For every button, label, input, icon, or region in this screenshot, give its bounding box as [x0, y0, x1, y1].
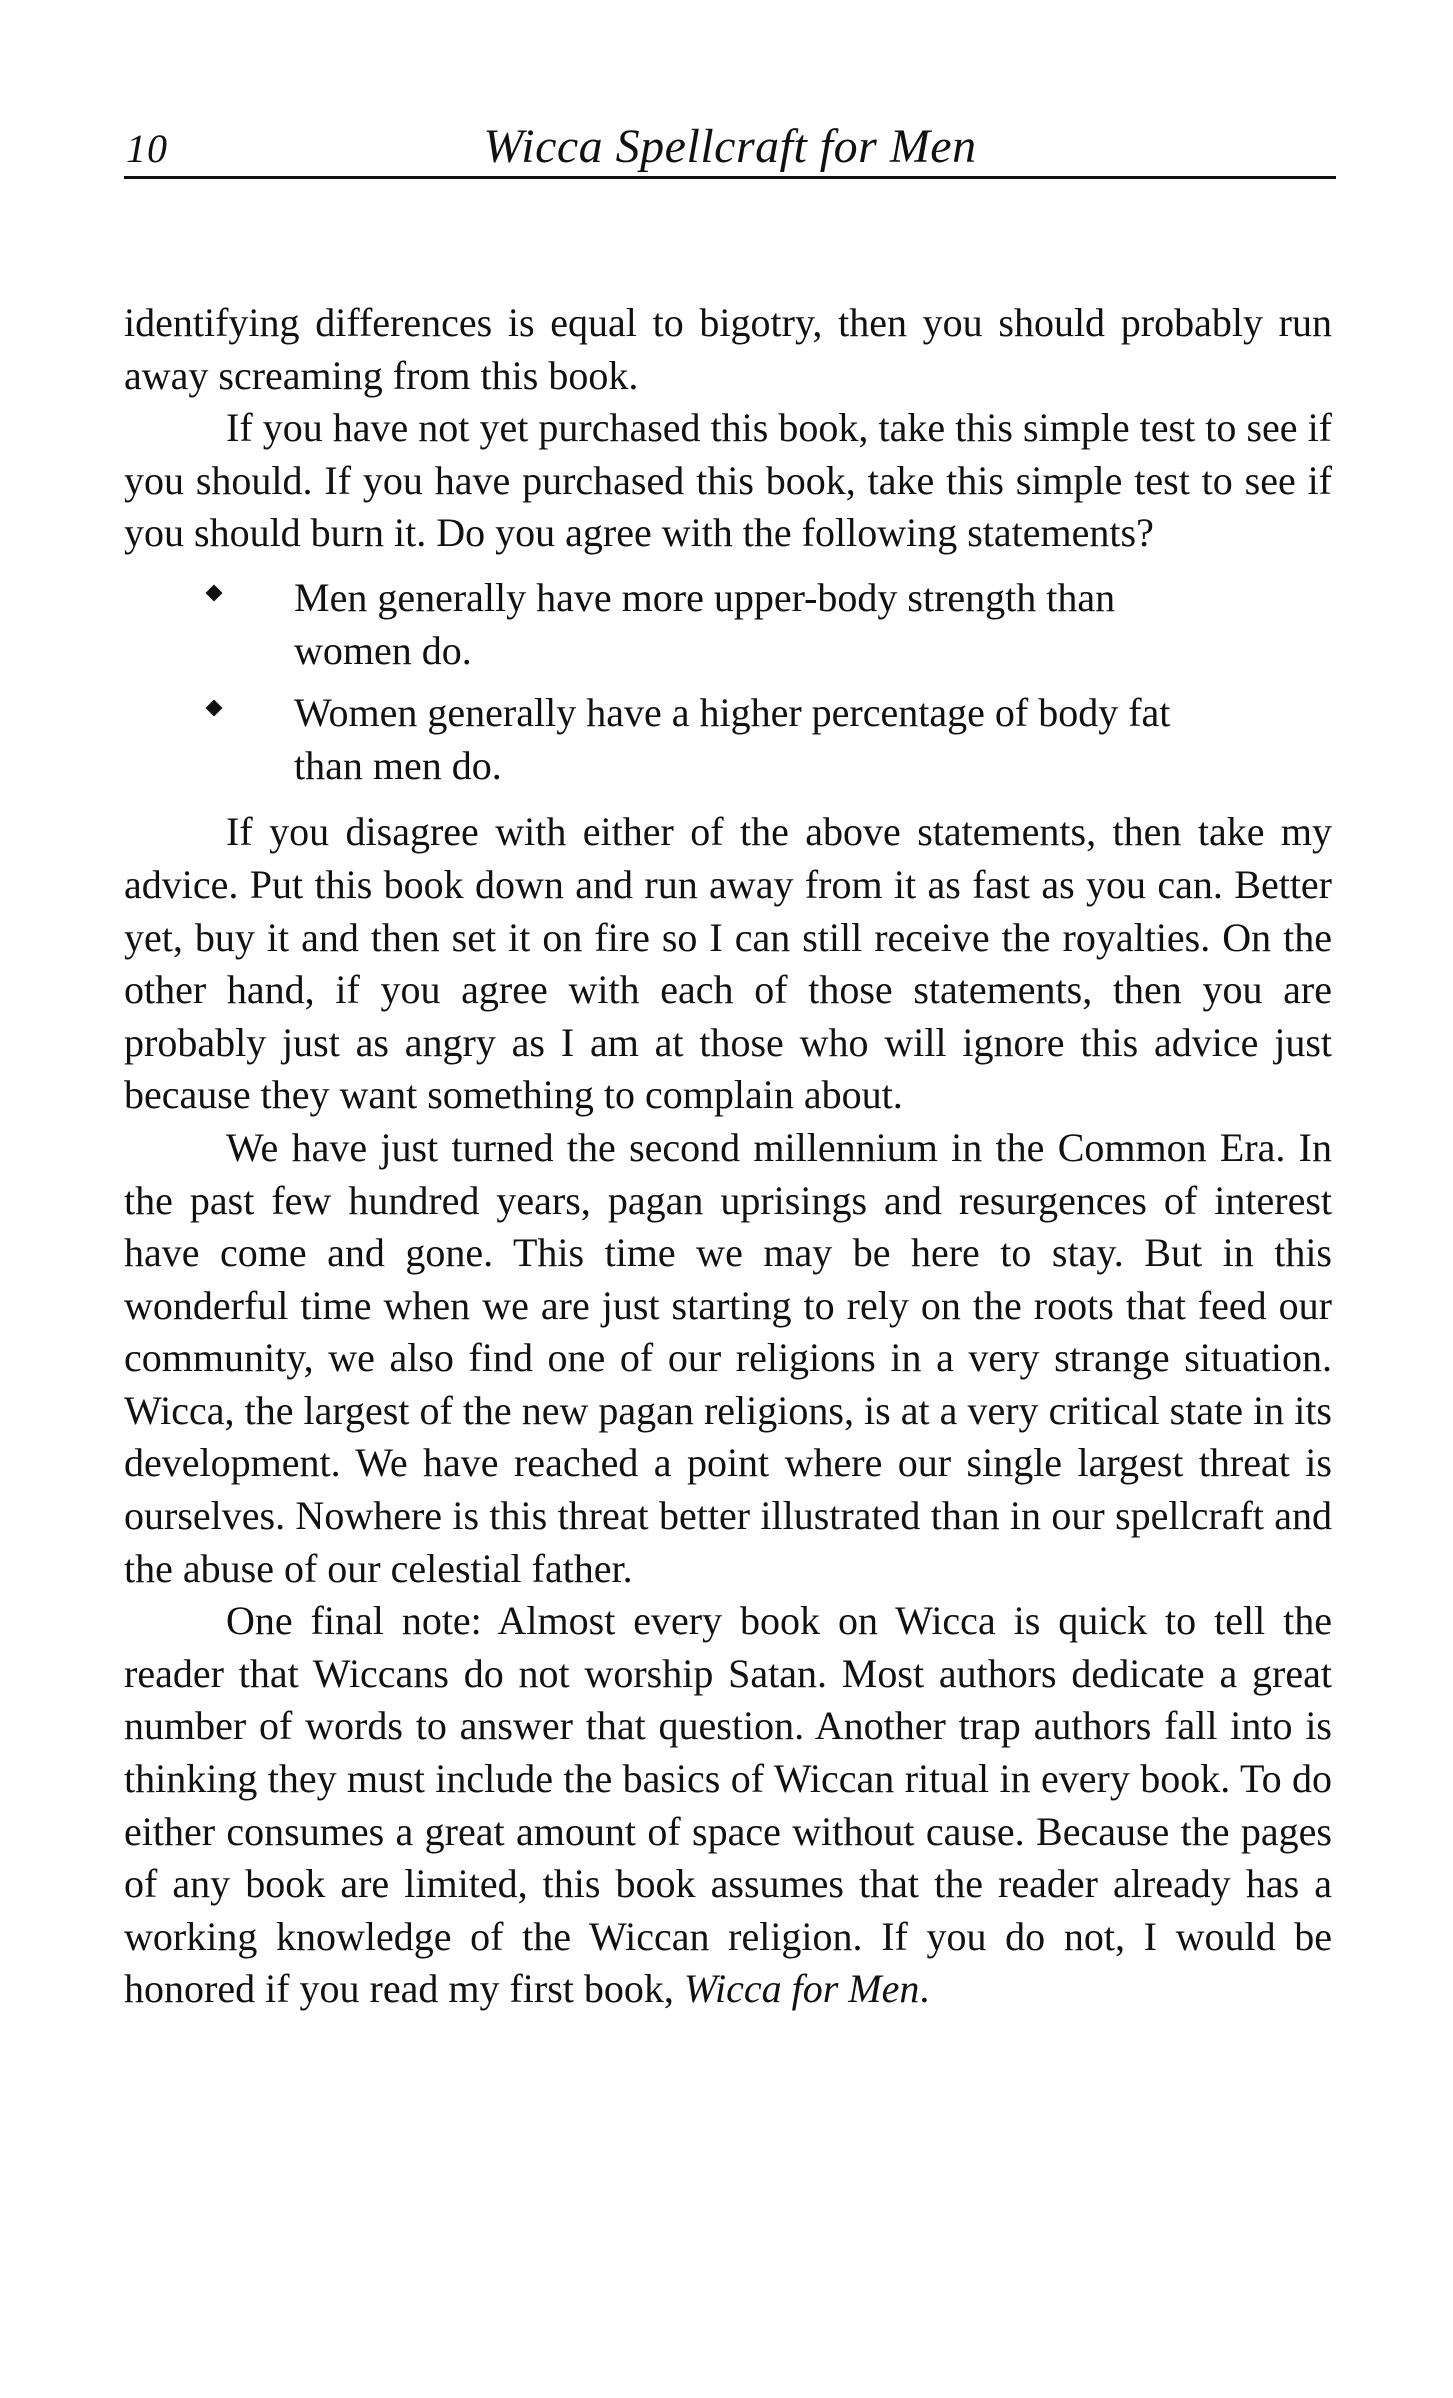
- running-head-title: Wicca Spellcraft for Men: [483, 120, 977, 173]
- body-text: [124, 297, 1332, 2016]
- list-item-text: Men generally have more upper-body strength than women do.: [294, 574, 1116, 673]
- final-period: .: [919, 1966, 930, 2012]
- final-note-text: One final note: Almost every book on Wicca is quick to tell the reader that Wiccans do not worship Satan. Most authors dedicate a great number of words to answer that question. Another trap authors fall into is thinking they must include the basics of Wiccan ritual in every book. To do either consumes a great amount of space without cause. Because the pages of any book are limited, this book assumes that the reader already has a working knowledge of the Wiccan religion. If you do not, I would be honored if you read my first book,: [124, 1598, 1332, 2012]
- list-item: [124, 687, 1332, 792]
- list-item-text: Women generally have a higher percentage of body fat than men do.: [294, 690, 1171, 788]
- diamond-bullet-icon: [206, 700, 223, 717]
- list-item: [124, 572, 1332, 677]
- statement-list: [124, 572, 1332, 792]
- page-number: 10: [126, 126, 168, 171]
- paragraph-continued: identifying differences is equal to bigotry, then you should probably run away screaming from this book.: [124, 300, 1332, 398]
- cited-book-title: Wicca for Men: [683, 1966, 920, 2012]
- paragraph-millennium: We have just turned the second millennium in the Common Era. In the past few hundred years, pagan uprisings and resurgences of interest have come and gone. This time we may be here to stay. But in this wonderful time when we are just starting to rely on the roots that feed our community, we also find one of our religions in a very strange situation. Wicca, the largest of the new pagan religions, is at a very critical state in its development. We have reached a point where our single largest threat is ourselves. Nowhere is this threat better illustrated than in our spellcraft and the abuse of our celestial father.: [124, 1124, 1332, 1591]
- diamond-bullet-icon: [206, 584, 223, 601]
- paragraph-disagree: If you disagree with either of the above statements, then take my advice. Put this book down and run away from it as fast as you can. Better yet, buy it and then set it on fire so I can still receive the royalties. On the other hand, if you agree with each of those statements, then you are probably just as angry as I am at those who will ignore this advice just because they want something to complain about.: [124, 809, 1332, 1118]
- running-head: [124, 114, 1336, 179]
- paragraph-final-note: [124, 1595, 1332, 2016]
- paragraph-test-intro: If you have not yet purchased this book, take this simple test to see if you should. If you have purchased this book, take this simple test to see if you should burn it. Do you agree with the following statements?: [124, 405, 1332, 556]
